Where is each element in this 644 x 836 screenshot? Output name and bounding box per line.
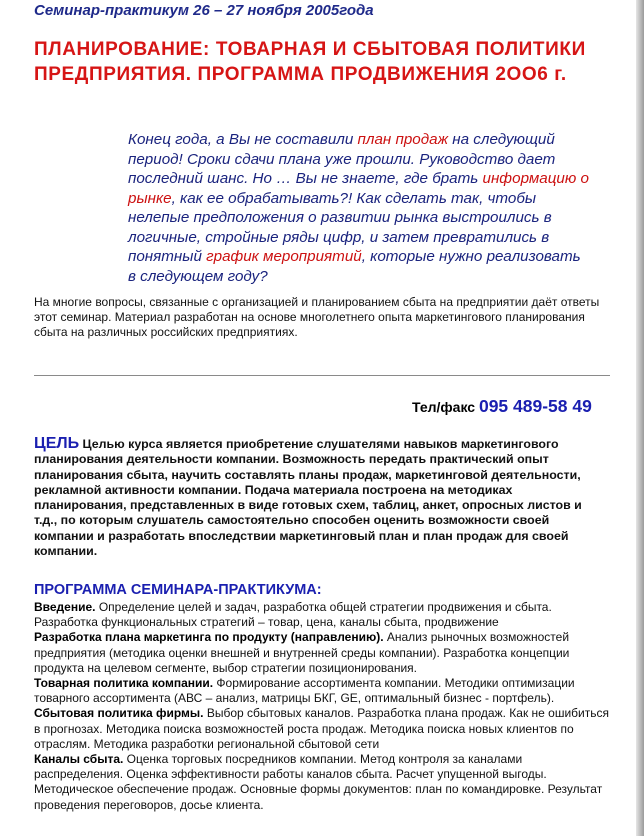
- quote-highlight-sales-plan: план продаж: [357, 131, 449, 148]
- phone-number: 095 489-58 49: [478, 396, 592, 416]
- phone-label: Тел/факс: [412, 399, 479, 415]
- goal-section: [34, 436, 604, 559]
- seminar-date: Семинар-практикум 26 – 27 ноября 2005года: [34, 2, 374, 19]
- divider: [34, 375, 610, 376]
- program-section-text: Формирование ассортимента компании. Методики оптимизации товарного ассортимента (АВС – анализ, матрицы БКГ, GE, оптимальный бизнес - портфель).: [34, 676, 575, 706]
- goal-label: ЦЕЛЬ: [34, 435, 80, 452]
- program-section-sales-channels: [34, 752, 609, 813]
- quote-text-4: , которые нужно реализовать в следующем году?: [128, 248, 581, 285]
- program-section-heading: Каналы сбыта.: [34, 752, 124, 767]
- program-section-text: Анализ рыночных возможностей предприятия (методика оценки внешней и внутренней среды компании). Разработка концепции продукта на целевом сегменте, выбор стратегии позиционирования.: [34, 630, 570, 675]
- program-section-text: Оценка торговых посредников компании. Метод контроля за каналами распределения. Оценка эффективности работы каналов сбыта. Расчет упущенной выгоды. Методическое обеспечение продаж. Основные формы документов: план по командировке. Результат проведения переговоров, досье клиента.: [34, 752, 603, 812]
- program-section-text: Определение целей и задач, разработка общей стратегии продвижения и сбыта. Разработка функциональных стратегий – товар, цена, каналы сбыта, продвижение: [34, 600, 552, 630]
- program-section-heading: Введение.: [34, 600, 96, 614]
- quote-text-2: на следующий период! Сроки сдачи плана уже прошли. Руководство дает последний шанс. Но … Вы не знаете, где брать: [128, 131, 556, 187]
- quote-text-1: Конец года, а Вы не составили: [128, 131, 358, 148]
- intro-paragraph: На многие вопросы, связанные с организацией и планированием сбыта на предприятии даёт ответы этот семинар. Материал разработан на основе многолетнего опыта маркетингового планирования сбыта на различных российских предприятиях.: [34, 295, 600, 339]
- intro-quote: [128, 130, 590, 286]
- program-title: ПРОГРАММА СЕМИНАРА-ПРАКТИКУМА:: [34, 582, 322, 598]
- program-section-text: Выбор сбытовых каналов. Разработка плана продаж. Как не ошибиться в прогнозах. Методика поиска возможностей роста продаж. Методика поиска новых клиентов по отраслям. Методика разработки региональной сбытовой сети: [34, 706, 609, 751]
- quote-text-3: , как ее обрабатывать?! Как сделать так, чтобы нелепые предположения о развитии рынка выстроились в логичные, стройные ряды цифр, и затем превратились в понятный: [128, 189, 552, 265]
- program-section-intro: [34, 600, 609, 630]
- quote-highlight-market-info: информацию о рынке: [128, 170, 589, 207]
- contact-block: [412, 396, 592, 417]
- program-list: [34, 600, 609, 813]
- page-edge-shadow: [636, 0, 644, 836]
- program-section-product-policy: [34, 676, 609, 706]
- program-section-heading: Разработка плана маркетинга по продукту (направлению).: [34, 630, 384, 645]
- page-title: ПЛАНИРОВАНИЕ: ТОВАРНАЯ И СБЫТОВАЯ ПОЛИТИКИ ПРЕДПРИЯТИЯ. ПРОГРАММА ПРОДВИЖЕНИЯ 2ОО6 г.: [34, 39, 586, 85]
- program-section-marketing-plan: [34, 630, 609, 676]
- goal-text: Целью курса является приобретение слушателями навыков маркетингового планирования деятельности компании. Возможность передать практический опыт планирования сбыта, научить составлять планы продаж, маркетинговой деятельности, рекламной активности компании. Подача материала построена на методиках планирования, представленных в виде готовых схем, таблиц, анкет, опросных листов и т.д., по которым слушатель самостоятельно способен оценить возможности своей компании и разработать впоследствии маркетинговый план и план продаж для своей компании.: [34, 437, 582, 559]
- program-section-heading: Сбытовая политика фирмы.: [34, 706, 204, 721]
- program-section-heading: Товарная политика компании.: [34, 676, 214, 691]
- quote-highlight-schedule: график мероприятий: [206, 248, 362, 265]
- program-section-sales-policy: [34, 706, 609, 752]
